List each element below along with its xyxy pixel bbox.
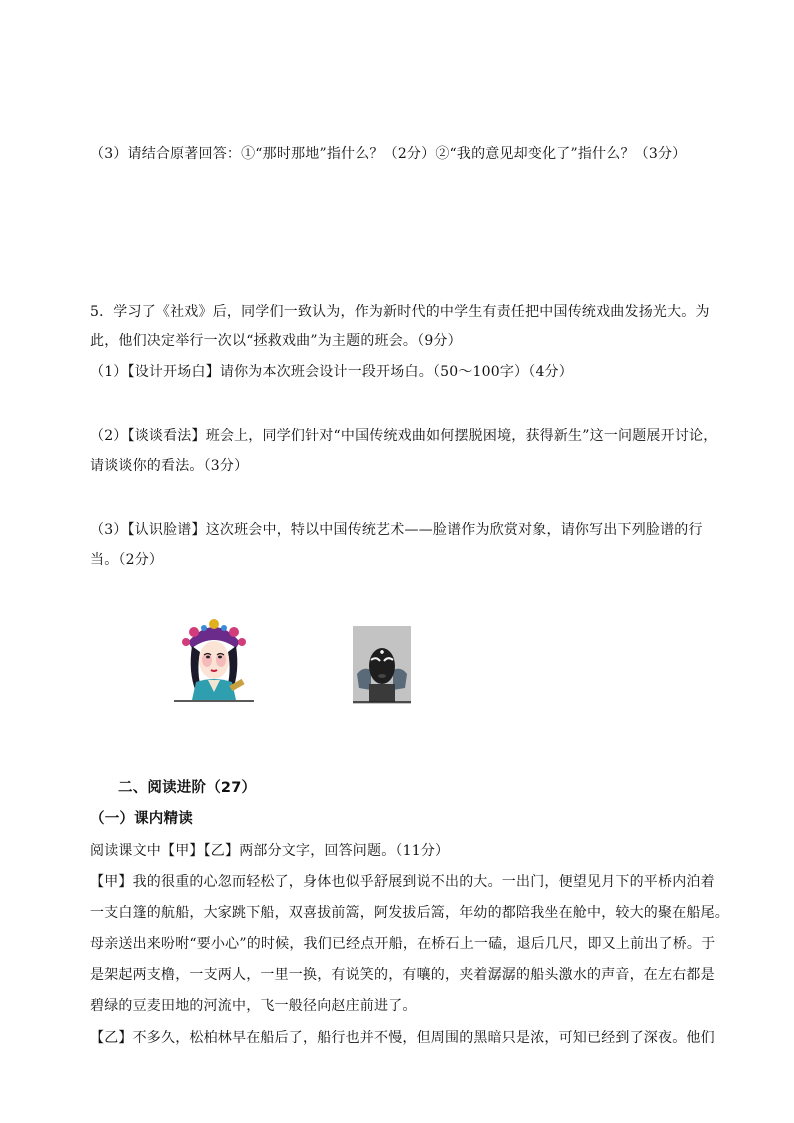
passage-jia-line: 【甲】我的很重的心忽而轻松了，身体也似乎舒展到说不出的大。一出门，便望见月下的平桥内泊着 <box>90 874 715 890</box>
passage-jia-line: 是架起两支橹，一支两人，一里一换，有说笑的，有嚷的，夹着潺潺的船头激水的声音，在左右都是 <box>90 967 715 983</box>
section-2-title: 二、阅读进阶（27） <box>118 780 257 796</box>
opera-mask-image-1 <box>174 612 254 704</box>
question-5-sub-1: （1）【设计开场白】请你为本次班会设计一段开场白。（50～100字）（4分） <box>90 364 573 380</box>
question-5-intro-line-1: 5．学习了《社戏》后，同学们一致认为，作为新时代的中学生有责任把中国传统戏曲发扬光大。为 <box>90 304 710 320</box>
question-5-intro-line-2: 此，他们决定举行一次以“拯救戏曲”为主题的班会。（9分） <box>90 333 462 349</box>
question-5-sub-3-line-1: （3）【认识脸谱】这次班会中，特以中国传统艺术——脸谱作为欣赏对象，请你写出下列脸谱的行 <box>90 522 703 538</box>
question-5-sub-3-line-2: 当。（2分） <box>90 552 164 568</box>
section-2-sub-title: （一）课内精读 <box>90 811 193 827</box>
opera-mask-image-2 <box>353 626 411 704</box>
passage-jia-line: 母亲送出来吩咐“要小心”的时候，我们已经点开船，在桥石上一磕，退后几尺，即又上前出了桥。于 <box>90 936 716 952</box>
passage-jia-line: 一支白篷的航船，大家跳下船，双喜拔前篙，阿发拔后篙，年幼的都陪我坐在舱中，较大的聚在船尾。 <box>90 905 729 921</box>
question-5-sub-2-line-1: （2）【谈谈看法】班会上，同学们针对“中国传统戏曲如何摆脱困境，获得新生”这一问题展开讨论， <box>90 428 718 444</box>
reading-instruction: 阅读课文中【甲】【乙】两部分文字，回答问题。（11分） <box>90 843 450 859</box>
question-5-sub-2-line-2: 请谈谈你的看法。（3分） <box>90 458 249 474</box>
passage-yi-line: 【乙】不多久，松柏林早在船后了，船行也并不慢，但周围的黑暗只是浓，可知已经到了深夜。他们 <box>90 1030 715 1046</box>
question-4-3: （3）请结合原著回答：①“那时那地”指什么？（2分）②“我的意见却变化了”指什么？（3分） <box>90 146 687 162</box>
passage-jia-line: 碧绿的豆麦田地的河流中，飞一般径向赵庄前进了。 <box>90 998 417 1014</box>
